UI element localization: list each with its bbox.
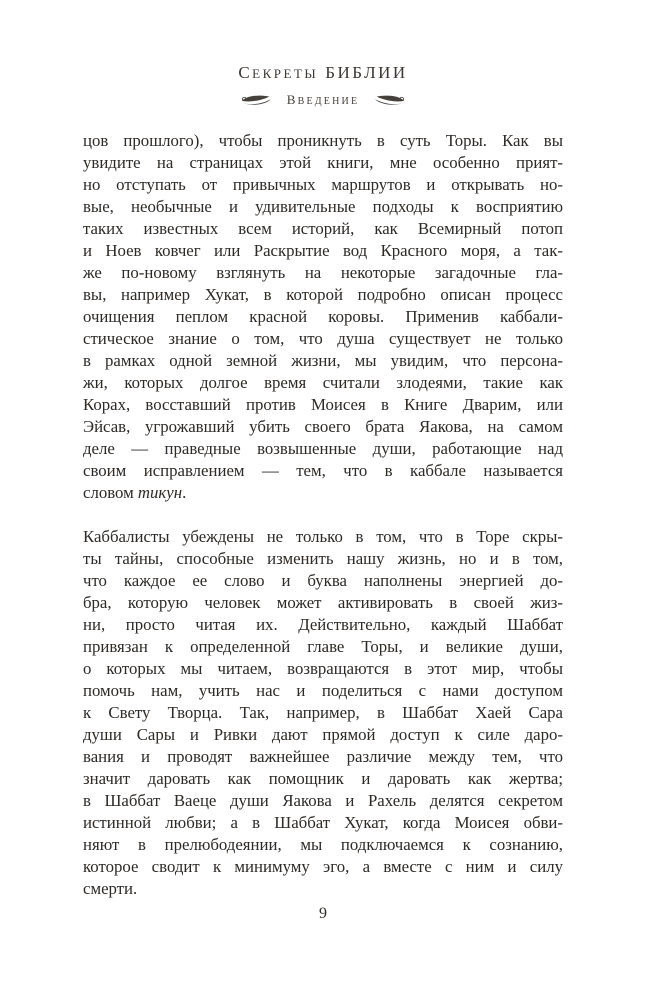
text-line: цов прошлого), чтобы проникнуть в суть Торы. Как вы	[83, 131, 563, 150]
book-title-word2: БИБЛИИ	[325, 63, 408, 82]
text-line: очищения пеплом красной коровы. Применив каббали-	[83, 307, 563, 326]
text-line: ты тайны, способные изменить нашу жизнь, но и в том,	[83, 549, 563, 568]
text-line: помочь нам, учить нас и поделиться с нами доступом	[83, 681, 563, 700]
last-line-prefix: словом	[83, 483, 138, 502]
text-line: к Свету Творца. Так, например, в Шаббат Хаей Сара	[83, 703, 563, 722]
chapter-title-initial: В	[286, 92, 298, 107]
text-line: таких известных всем историй, как Всемирный потоп	[83, 219, 563, 238]
text-line: же по-новому взглянуть на некоторые загадочные гла-	[83, 263, 563, 282]
text-line: что каждое ее слово и буква наполнены энергией до-	[83, 571, 563, 590]
text-line: души Сары и Ривки дают прямой доступ к силе даро-	[83, 725, 563, 744]
text-line: о которых мы читаем, возвращаются в этот мир, чтобы	[83, 659, 563, 678]
text-line: няют в прелюбодеянии, мы подключаемся к сознанию,	[83, 835, 563, 854]
text-line: и Ноев ковчег или Раскрытие вод Красного моря, а так-	[83, 241, 563, 260]
chapter-title	[287, 91, 360, 109]
text-line: в Шаббат Ваеце души Яакова и Рахель делятся секретом	[83, 791, 563, 810]
text-line: истинной любви; а в Шаббат Хукат, когда Моисея обви-	[83, 813, 563, 832]
last-line-suffix: .	[182, 483, 187, 502]
text-line: стическое знание о том, что душа существует не только	[83, 329, 563, 348]
text-line: своим исправлением — тем, что в каббале называется	[83, 461, 563, 480]
text-line: ни, просто читая их. Действительно, каждый Шаббат	[83, 615, 563, 634]
text-line: Каббалисты убеждены не только в том, что в Торе скры-	[83, 527, 563, 546]
text-line: вания и проводят важнейшее различие между тем, что	[83, 747, 563, 766]
swash-ornament-right-icon	[374, 93, 406, 107]
text-line	[83, 482, 563, 504]
text-line: увидите на страницах этой книги, мне особенно прият-	[83, 153, 563, 172]
book-title-initial: С	[238, 63, 253, 82]
text-line: в рамках одной земной жизни, мы увидим, что персона-	[83, 351, 563, 370]
running-head	[0, 64, 646, 109]
text-line: смерти.	[83, 879, 138, 898]
text-line: вы, например Хукат, в которой подробно описан процесс	[83, 285, 563, 304]
text-line: бра, которую человек может активировать в своей жиз-	[83, 593, 563, 612]
swash-ornament-left-icon	[240, 93, 272, 107]
paragraph-1	[83, 130, 563, 504]
text-line: но отступать от привычных маршрутов и открывать но-	[83, 175, 563, 194]
paragraph-2	[83, 526, 563, 900]
text-line: привязан к определенной главе Торы, и великие души,	[83, 637, 563, 656]
text-line: значит даровать как помощник и даровать как жертва;	[83, 769, 563, 788]
text-line: жи, которых долгое время считали злодеями, такие как	[83, 373, 563, 392]
page-number: 9	[319, 905, 327, 922]
text-line: Корах, восставший против Моисея в Книге Дварим, или	[83, 395, 563, 414]
book-title-word1: ЕКРЕТЫ	[252, 66, 319, 81]
emphasized-word-tikun: тикун	[137, 483, 183, 502]
book-title	[0, 64, 646, 83]
text-line: вые, необычные и удивительные подходы к восприятию	[83, 197, 563, 216]
body-text	[83, 130, 563, 900]
chapter-title-rest: ВЕДЕНИЕ	[297, 96, 360, 107]
chapter-heading-row	[0, 91, 646, 109]
text-line: Эйсав, угрожавший убить своего брата Яакова, на самом	[83, 417, 563, 436]
text-line: которое сводит к минимуму эго, а вместе с ним и силу	[83, 857, 563, 876]
text-line: деле — праведные возвышенные души, работающие над	[83, 439, 563, 458]
